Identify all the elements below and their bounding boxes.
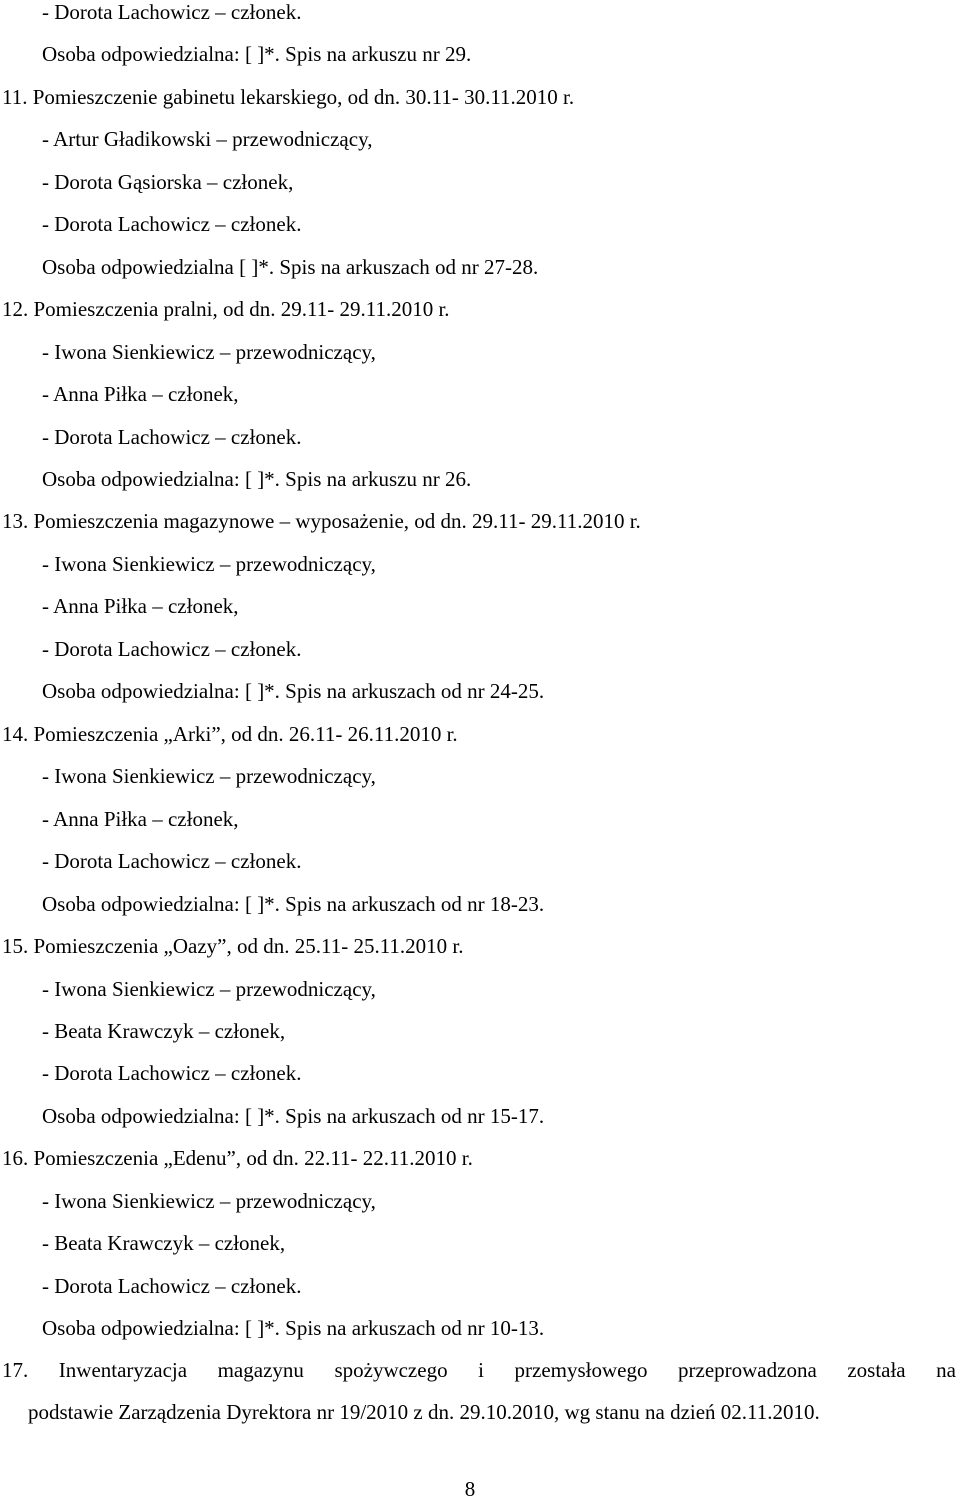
text-line: Osoba odpowiedzialna [ ]*. Spis na arkuszach od nr 27-28. (42, 255, 539, 279)
text-line: - Anna Piłka – członek, (42, 807, 239, 831)
section-heading: 12. Pomieszczenia pralni, od dn. 29.11- 29.11.2010 r. (2, 297, 450, 321)
section-heading: 13. Pomieszczenia magazynowe – wyposażenie, od dn. 29.11- 29.11.2010 r. (2, 509, 641, 533)
text-line: Osoba odpowiedzialna: [ ]*. Spis na arkuszach od nr 15-17. (42, 1104, 545, 1128)
text-line: - Dorota Lachowicz – członek. (42, 425, 302, 449)
text-line: - Iwona Sienkiewicz – przewodniczący, (42, 552, 376, 576)
text-line: - Iwona Sienkiewicz – przewodniczący, (42, 340, 376, 364)
text-line: Osoba odpowiedzialna: [ ]*. Spis na arkuszach od nr 24-25. (42, 679, 545, 703)
section-heading: 15. Pomieszczenia „Oazy”, od dn. 25.11- 25.11.2010 r. (2, 934, 464, 958)
text-line: Osoba odpowiedzialna: [ ]*. Spis na arkuszu nr 29. (42, 42, 472, 66)
section-heading: 16. Pomieszczenia „Edenu”, od dn. 22.11- 22.11.2010 r. (2, 1146, 473, 1170)
text-line: Osoba odpowiedzialna: [ ]*. Spis na arkuszach od nr 18-23. (42, 892, 545, 916)
text-line: - Dorota Lachowicz – członek. (42, 212, 302, 236)
text-line: - Dorota Lachowicz – członek. (42, 637, 302, 661)
section-heading: 14. Pomieszczenia „Arki”, od dn. 26.11- 26.11.2010 r. (2, 722, 458, 746)
text-line: - Dorota Lachowicz – członek. (42, 1061, 302, 1085)
text-line: - Iwona Sienkiewicz – przewodniczący, (42, 764, 376, 788)
text-line: - Artur Gładikowski – przewodniczący, (42, 127, 373, 151)
section-heading: 11. Pomieszczenie gabinetu lekarskiego, od dn. 30.11- 30.11.2010 r. (2, 85, 575, 109)
text-line: - Anna Piłka – członek, (42, 382, 239, 406)
text-line: - Iwona Sienkiewicz – przewodniczący, (42, 977, 376, 1001)
text-line: - Iwona Sienkiewicz – przewodniczący, (42, 1189, 376, 1213)
text-line: Osoba odpowiedzialna: [ ]*. Spis na arkuszach od nr 10-13. (42, 1316, 545, 1340)
paragraph-line: podstawie Zarządzenia Dyrektora nr 19/2010 z dn. 29.10.2010, wg stanu na dzień 02.11.2010. (28, 1400, 820, 1424)
text-line: - Anna Piłka – członek, (42, 594, 239, 618)
page-number: 8 (464, 1477, 476, 1501)
text-line: - Dorota Lachowicz – członek. (42, 1274, 302, 1298)
text-line: Osoba odpowiedzialna: [ ]*. Spis na arkuszu nr 26. (42, 467, 472, 491)
paragraph-line: 17. Inwentaryzacja magazynu spożywczego i przemysłowego przeprowadzona została na (2, 1358, 956, 1382)
text-line: - Beata Krawczyk – członek, (42, 1019, 286, 1043)
text-line: - Dorota Lachowicz – członek. (42, 0, 302, 24)
text-line: - Dorota Lachowicz – członek. (42, 849, 302, 873)
paragraph-17 (2, 1358, 956, 1424)
text-line: - Dorota Gąsiorska – członek, (42, 170, 294, 194)
text-line: - Beata Krawczyk – członek, (42, 1231, 286, 1255)
